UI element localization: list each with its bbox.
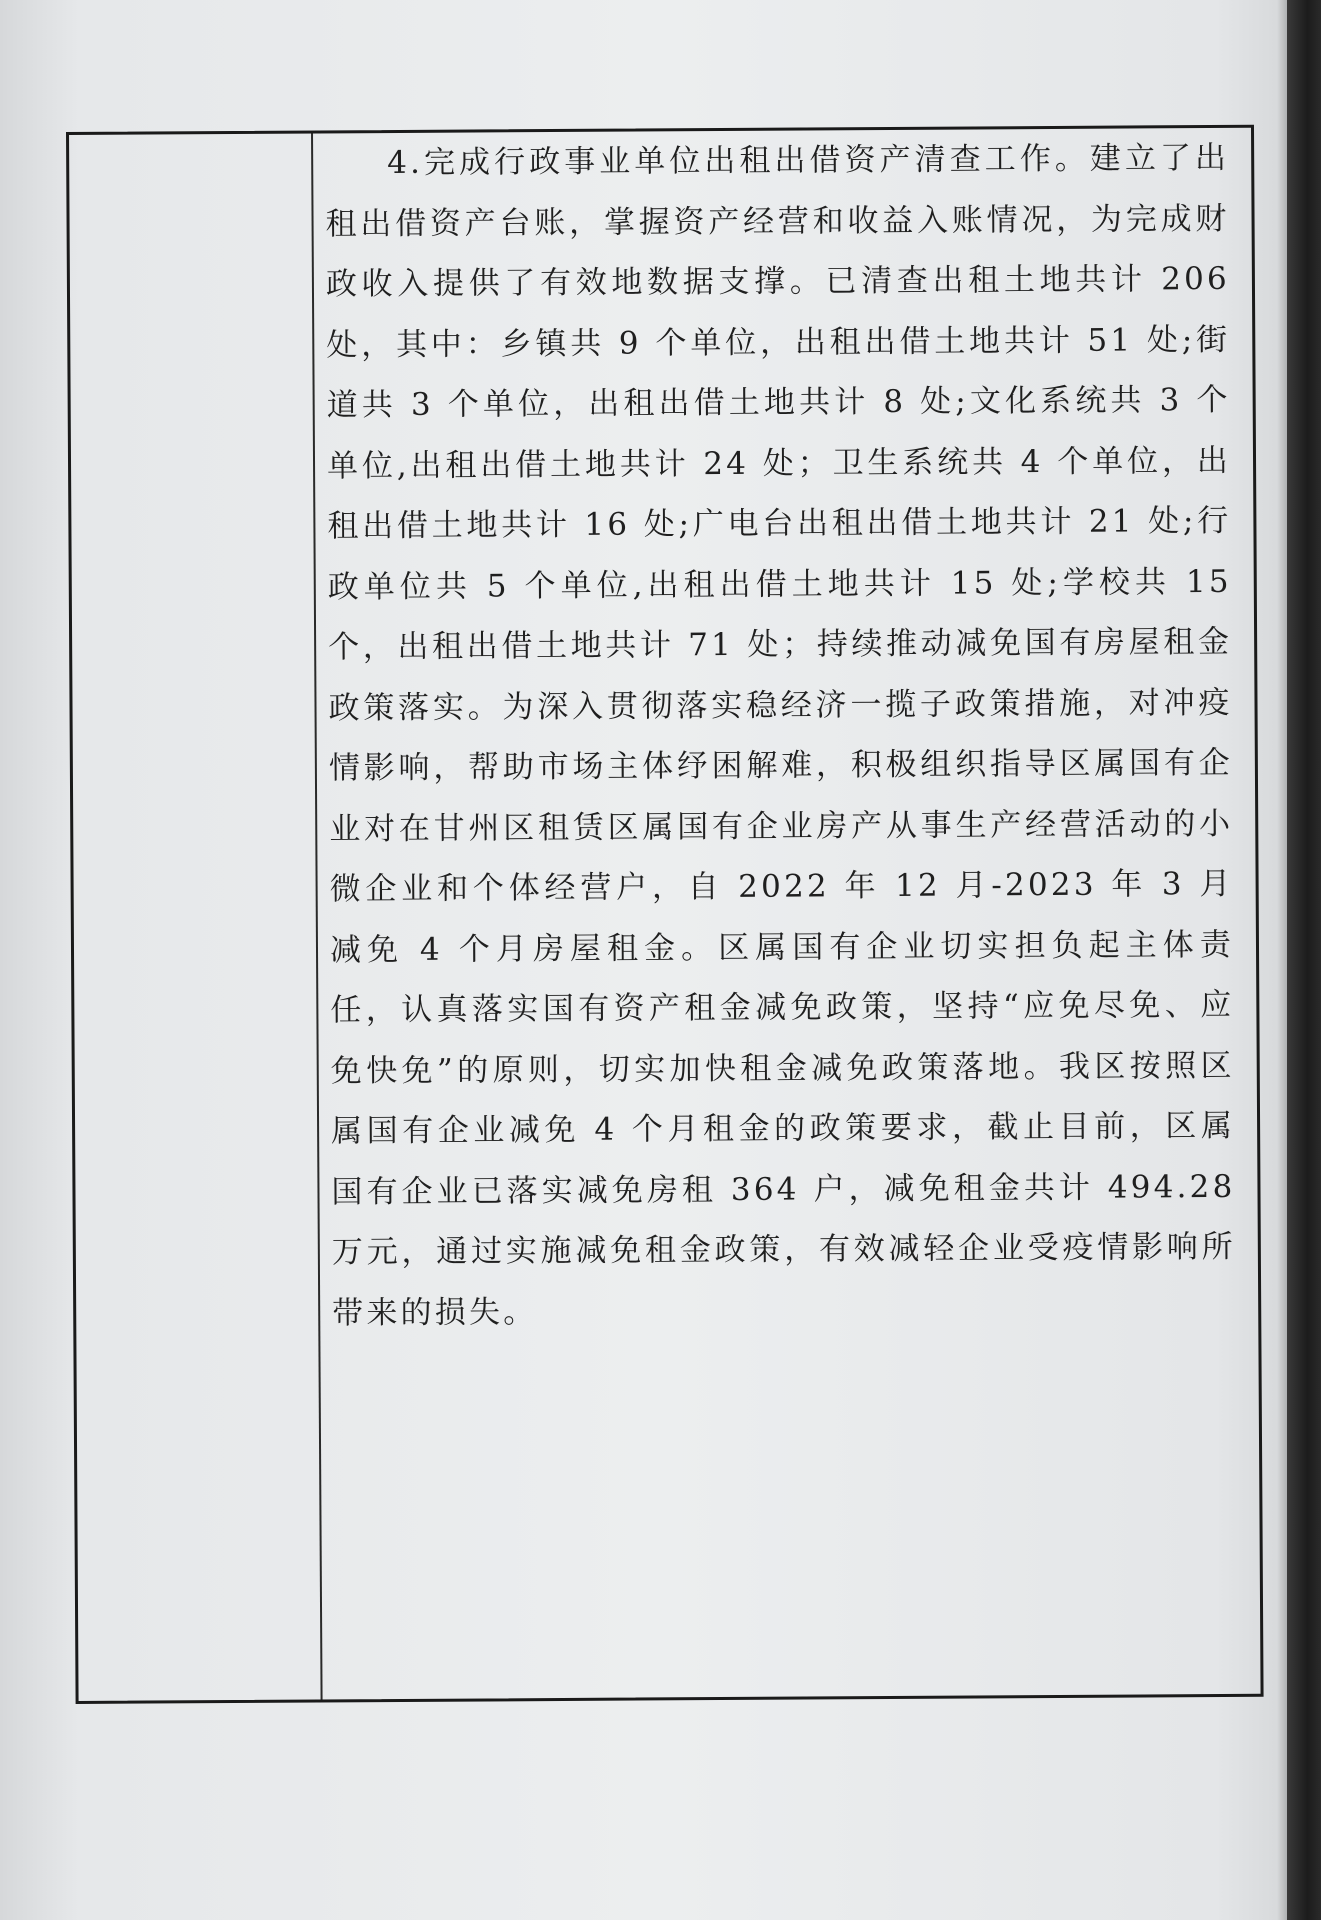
body-paragraph: 4.完成行政事业单位出租出借资产清查工作。建立了出租出借资产台账，掌握资产经营和收益入账情况，为完成财政收入提供了有效地数据支撑。已清查出租土地共计 206 处，其中：乡镇共 9 个单位，出租出借土地共计 51 处;街道共 3 个单位，出租出借土地共计 8 处;文化系统共 3 个单位,出租出借土地共计 24 处；卫生系统共 4 个单位，出租出借土地共计 16 处;广电台出租出借土地共计 21 处;行政单位共 5 个单位,出租出借土地共计 15 处;学校共 15 个，出租出借土地共计 71 处；持续推动减免国有房屋租金政策落实。为深入贯彻落实稳经济一揽子政策措施，对冲疫情影响，帮助市场主体纾困解难，积极组织指导区属国有企业对在甘州区租赁区属国有企业房产从事生产经营活动的小微企业和个体经营户，自 2022 年 12 月-2023 年 3 月减免 4 个月房屋租金。区属国有企业切实担负起主体责任，认真落实国有资产租金减免政策，坚持“应免尽免、应免快免”的原则，切实加快租金减免政策落地。我区按照区属国有企业减免 4 个月租金的政策要求，截止目前，区属国有企业已落实减免房租 364 户，减免租金共计 494.28 万元，通过实施减免租金政策，有效减轻企业受疫情影响所带来的损失。 xyxy=(325,139,1236,1331)
paper-shadow xyxy=(1277,0,1287,1920)
document-table xyxy=(66,125,1264,1704)
table-left-cell xyxy=(69,133,323,1700)
table-content-cell xyxy=(313,128,1261,1700)
background-edge xyxy=(1287,0,1321,1920)
